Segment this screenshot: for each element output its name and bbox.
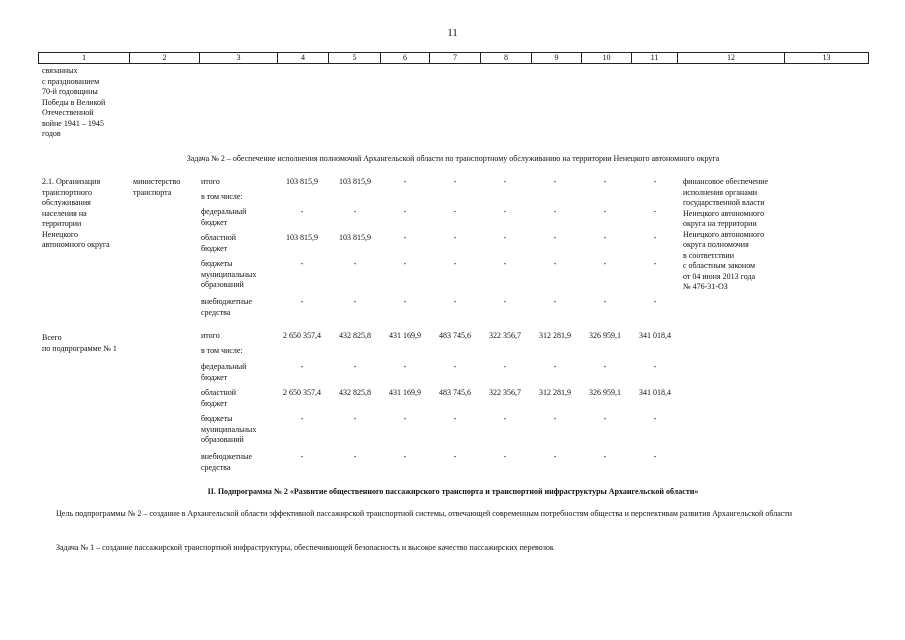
finance-value: - [603,233,607,242]
finance-value: 326 959,1 [589,388,621,397]
column-header-cell: 2 [130,53,200,64]
finance-value: - [553,414,557,423]
finance-line-label: итого [201,177,220,186]
finance-value: 103 815,9 [286,233,318,242]
finance-value: - [353,259,357,268]
finance-value: - [453,297,457,306]
finance-value: - [603,207,607,216]
column-header-cell: 12 [678,53,785,64]
subprogram-2-task-1: Задача № 1 – создание пассажирской транспортной инфраструктуры, обеспечивающей безопасность и высокое качество пассажирских перевозок [56,543,554,552]
continued-row-text: связанных с празднованием 70-й годовщины Победы в Великой Отечественной войне 1941 – 1945 годов [42,66,106,138]
finance-value: - [503,177,507,186]
row-2-1-result: финансовое обеспечение исполнения органами государственной власти Ненецкого автономного округа на территории Ненецкого автономного округа полномочия в соответствии с областным законом от 04 июня 2013 года № 476-31-ОЗ [683,177,769,291]
finance-value: - [503,207,507,216]
column-header-cell: 9 [532,53,582,64]
finance-value: - [403,177,407,186]
finance-line-label: областной бюджет [201,388,237,408]
finance-value: 341 018,4 [639,331,671,340]
finance-value: 431 169,9 [389,388,421,397]
finance-value: 103 815,9 [286,177,318,186]
finance-value: - [603,414,607,423]
finance-value: 431 169,9 [389,331,421,340]
finance-line-label: федеральный бюджет [201,207,247,227]
column-header-cell: 5 [329,53,381,64]
finance-value: - [300,452,304,461]
finance-value: - [300,414,304,423]
finance-value: 432 825,8 [339,331,371,340]
finance-value: - [503,297,507,306]
finance-value: - [353,362,357,371]
finance-value: - [653,452,657,461]
finance-value: - [403,207,407,216]
finance-value: - [453,259,457,268]
finance-value: 322 356,7 [489,331,521,340]
finance-value: - [353,452,357,461]
subprogram-2-heading: II. Подпрограмма № 2 «Развитие общественного пассажирского транспорта и транспортной инфраструктуры Архангельской области» [207,487,699,496]
finance-value: 432 825,8 [339,388,371,397]
finance-value: - [553,177,557,186]
finance-value: - [453,362,457,371]
row-2-1-name: 2.1. Организация транспортного обслуживания населения на территории Ненецкого автономного округа [42,177,110,249]
finance-value: - [603,297,607,306]
finance-value: - [603,362,607,371]
finance-value: 312 281,9 [539,388,571,397]
finance-value: - [653,177,657,186]
finance-line-label: итого [201,331,220,340]
finance-value: - [353,297,357,306]
finance-value: 103 815,9 [339,177,371,186]
finance-value: - [300,297,304,306]
page-number: 11 [447,27,458,39]
finance-line-label: бюджеты муниципальных образований [201,259,257,289]
finance-value: - [553,362,557,371]
finance-value: - [300,362,304,371]
column-header-cell: 6 [381,53,430,64]
finance-value: - [553,259,557,268]
finance-line-label: внебюджетные средства [201,452,252,472]
finance-value: - [300,207,304,216]
finance-line-label: внебюджетные средства [201,297,252,317]
column-number-header [38,52,869,64]
finance-line-label: федеральный бюджет [201,362,247,382]
finance-value: - [453,207,457,216]
finance-value: - [403,414,407,423]
finance-line-label: в том числе: [201,346,243,355]
finance-line-label: бюджеты муниципальных образований [201,414,257,444]
total-name: Всего по подпрограмме № 1 [42,333,117,353]
finance-value: - [653,297,657,306]
finance-value: 103 815,9 [339,233,371,242]
finance-value: - [653,207,657,216]
finance-value: 2 650 357,4 [283,388,321,397]
finance-value: - [653,233,657,242]
finance-value: - [603,452,607,461]
finance-value: - [553,452,557,461]
finance-value: - [503,414,507,423]
finance-value: - [403,362,407,371]
finance-value: - [453,452,457,461]
column-header-cell: 10 [582,53,632,64]
finance-value: 326 959,1 [589,331,621,340]
column-header-cell: 1 [39,53,130,64]
finance-value: - [653,259,657,268]
finance-value: - [403,259,407,268]
finance-value: - [453,177,457,186]
finance-value: 483 745,6 [439,388,471,397]
finance-line-label: в том числе: [201,192,243,201]
finance-value: - [553,233,557,242]
finance-value: - [653,414,657,423]
finance-value: - [403,297,407,306]
finance-value: - [503,362,507,371]
finance-value: 312 281,9 [539,331,571,340]
finance-value: - [603,177,607,186]
finance-value: - [653,362,657,371]
finance-line-label: областной бюджет [201,233,237,253]
finance-value: - [503,233,507,242]
subprogram-2-goal: Цель подпрограммы № 2 – создание в Архангельской области эффективной пассажирской транспортной системы, отвечающей современным потребностям общества и перспективам развития Архангельской области [56,509,793,518]
finance-value: - [353,207,357,216]
column-header-cell: 4 [278,53,329,64]
column-header-cell: 13 [785,53,869,64]
column-header-cell: 11 [632,53,678,64]
finance-value: - [553,297,557,306]
column-header-cell: 8 [481,53,532,64]
row-2-1-executor: министерство транспорта [133,177,181,197]
finance-value: 483 745,6 [439,331,471,340]
finance-value: 341 018,4 [639,388,671,397]
column-header-cell: 7 [430,53,481,64]
finance-value: - [453,233,457,242]
finance-value: - [403,452,407,461]
finance-value: - [453,414,457,423]
finance-value: 322 356,7 [489,388,521,397]
finance-value: - [603,259,607,268]
finance-value: - [300,259,304,268]
column-header-cell: 3 [200,53,278,64]
task-2-heading: Задача № 2 – обеспечение исполнения полномочий Архангельской области по транспортному обслуживанию на территории Ненецкого автономного округа [186,154,720,163]
finance-value: - [353,414,357,423]
finance-value: - [503,259,507,268]
finance-value: - [503,452,507,461]
finance-value: 2 650 357,4 [283,331,321,340]
finance-value: - [403,233,407,242]
finance-value: - [553,207,557,216]
